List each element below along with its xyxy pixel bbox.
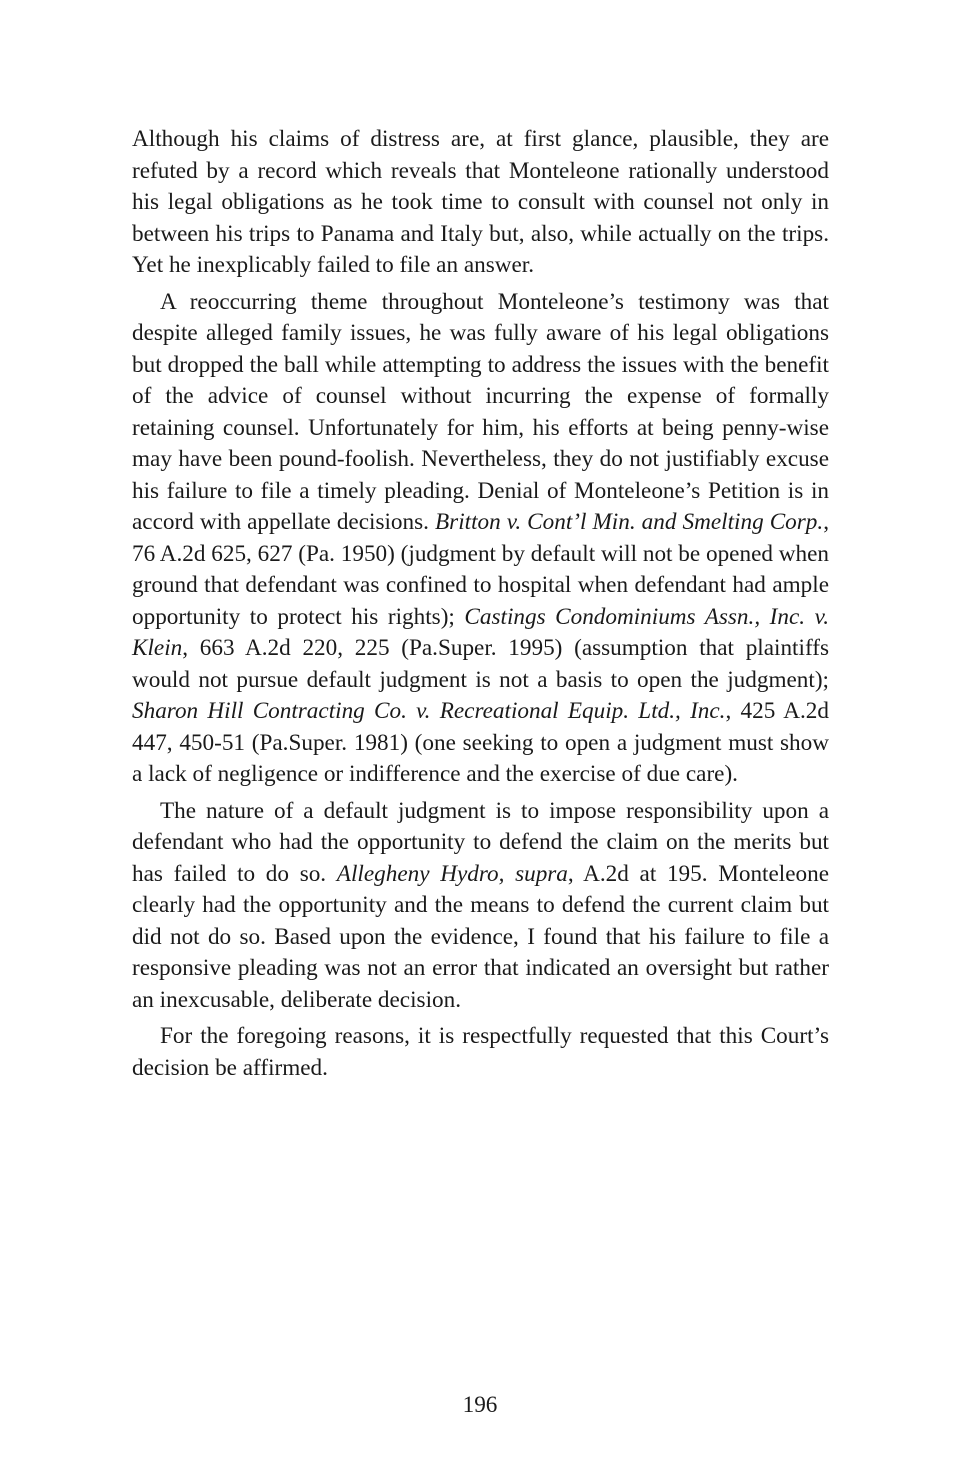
paragraph-2-text: , 425 A.2d 447, 450-51 (Pa.Super. 1981) (one seeking to open a judgment must show a lack of negligence or indifference and the exercise of due care).: [132, 698, 829, 787]
case-citation-britton: Britton v. Cont’l Min. and Smelting Corp.: [435, 509, 824, 535]
paragraph-2-text: , 663 A.2d 220, 225 (Pa.Super. 1995) (assumption that plaintiffs would not pursue default judgment is not a basis to open the judgment);: [132, 635, 829, 693]
paragraph-3: [132, 796, 829, 1017]
paragraph-4-text: For the foregoing reasons, it is respectfully requested that this Court’s decision be affirmed.: [132, 1023, 829, 1081]
paragraph-2-text: A reoccurring theme throughout Monteleone’s testimony was that despite alleged family issues, he was fully aware of his legal obligations but dropped the ball while attempting to address the issues with the benefit of the advice of counsel without incurring the expense of formally retaining counsel. Unfortunately for him, his efforts at being penny-wise may have been pound-foolish. Nevertheless, they do not justifiably excuse his failure to file a timely pleading. Denial of Monteleone’s Petition is in accord with appellate decisions.: [132, 288, 829, 535]
body-text: [132, 124, 829, 1089]
paragraph-2: [132, 287, 829, 791]
paragraph-1-text: Although his claims of distress are, at first glance, plausible, they are refuted by a record which reveals that Monteleone rationally understood his legal obligations as he took time to consult with counsel not only in between his trips to Panama and Italy but, also, while actually on the trips. Yet he inexplicably failed to file an answer.: [132, 126, 829, 278]
case-citation-allegheny: Allegheny Hydro, supra: [336, 860, 568, 887]
paragraph-3-text: The nature of a default judgment is to impose responsibility upon a defendant who had the opportunity to defend the claim on the merits but has failed to do so.: [132, 797, 829, 887]
paragraph-4: [132, 1021, 829, 1084]
case-citation-castings: Castings Condominiums Assn., Inc. v. Klein: [132, 603, 829, 661]
case-citation-sharon-hill: Sharon Hill Contracting Co. v. Recreational Equip. Ltd., Inc.: [132, 698, 726, 724]
page-number: 196: [462, 1392, 498, 1418]
paragraph-1: [132, 124, 829, 282]
paragraph-2-text: , 76 A.2d 625, 627 (Pa. 1950) (judgment by default will not be opened when ground that defendant was confined to hospital when defendant had ample opportunity to protect his rights);: [132, 509, 829, 630]
paragraph-3-text: , A.2d at 195. Monteleone clearly had the opportunity and the means to defend the current claim but did not do so. Based upon the evidence, I found that his failure to file a responsive pleading was not an error that indicated an oversight but rather an inexcusable, deliberate decision.: [132, 860, 829, 1013]
